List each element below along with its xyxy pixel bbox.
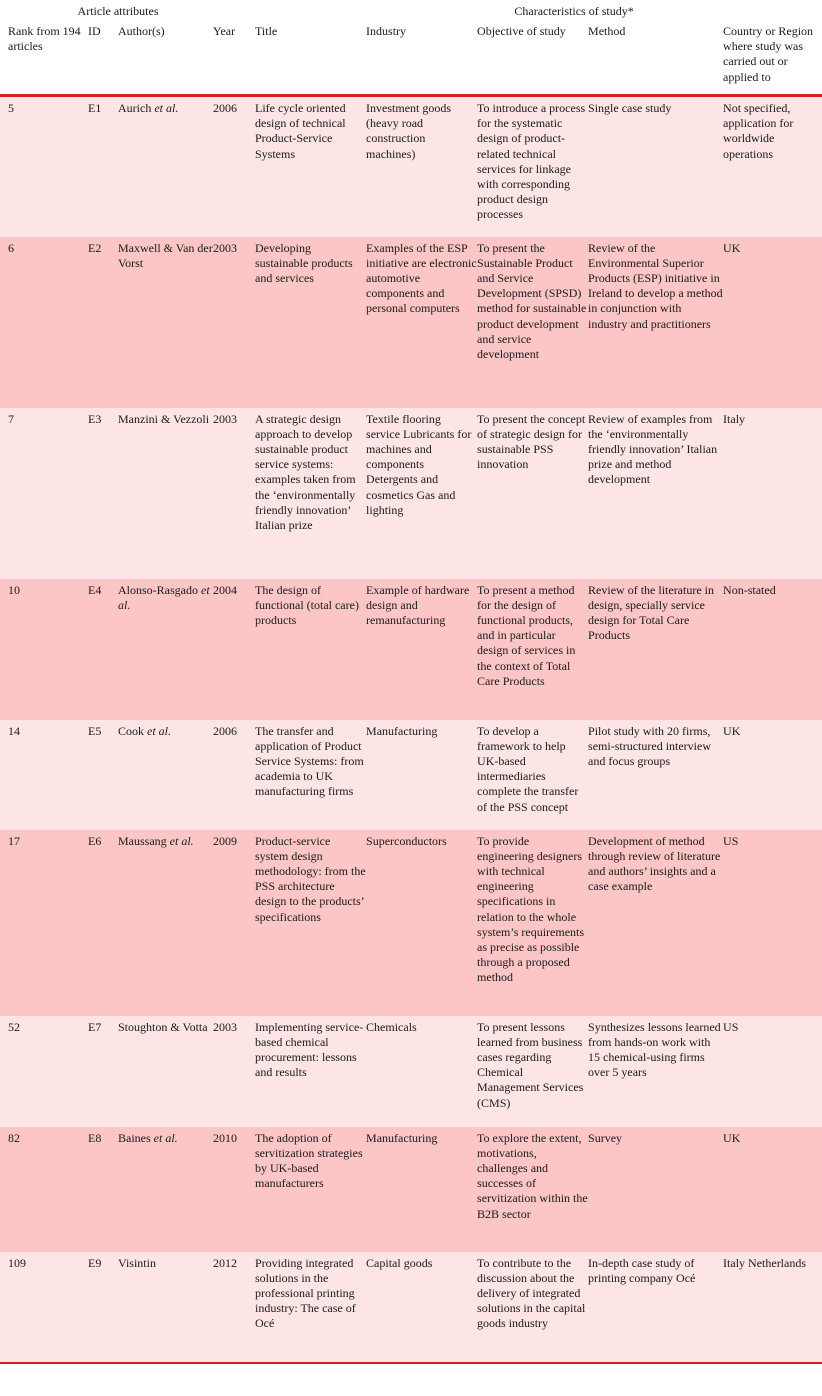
cell-title: Life cycle oriented design of technical Product-Service Systems — [255, 101, 346, 161]
cell-title: Developing sustainable products and services — [255, 240, 353, 285]
cell-industry: Chemicals — [366, 1019, 417, 1034]
cell-objective: To explore the extent, motivations, challenges and successes of servitization within the B2B sector — [477, 1130, 588, 1221]
cell-method: Review of the Environmental Superior Products (ESP) initiative in Ireland to develop a method in conjunction with industry and practitioners — [588, 240, 723, 331]
author-etal: et al. — [154, 101, 179, 115]
cell-country: US — [723, 1019, 739, 1034]
cell-id: E1 — [88, 101, 102, 115]
cell-year: 2006 — [213, 723, 237, 738]
table-row — [0, 579, 822, 720]
table-row — [0, 408, 822, 579]
cell-rank: 6 — [8, 240, 14, 255]
cell-author — [118, 830, 213, 1016]
col-method: Method — [588, 24, 626, 38]
author-name: Cook — [118, 723, 148, 738]
cell-objective: To introduce a process for the systematic design of product-related technical services for linkage with corresponding product design processes — [477, 101, 586, 222]
cell-country: US — [723, 833, 739, 848]
author-name: Alonso-Rasgado — [118, 582, 201, 597]
author-etal: et al. — [169, 833, 194, 848]
col-title: Title — [255, 24, 278, 38]
author-name: Maussang — [118, 833, 170, 848]
cell-country: Not specified, application for worldwide operations — [723, 101, 794, 161]
cell-title: Product-service system design methodology: from the PSS architecture design to the products’ specifications — [255, 833, 366, 924]
col-rank: Rank from 194 articles — [8, 24, 81, 54]
cell-objective: To present the Sustainable Product and Service Development (SPSD) method for sustainable product development and service development — [477, 240, 587, 361]
group-header-row — [0, 0, 822, 22]
cell-title: Providing integrated solutions in the professional printing industry: The case of Océ — [255, 1255, 356, 1331]
cell-rank: 10 — [8, 582, 20, 597]
cell-title: A strategic design approach to develop sustainable product service systems: examples taken from the ‘environmentally friendly innovation’ Italian prize — [255, 411, 356, 532]
cell-country: UK — [723, 240, 741, 255]
author-name: Visintin — [118, 1255, 156, 1270]
cell-year: 2003 — [213, 240, 237, 255]
cell-industry: Superconductors — [366, 833, 447, 848]
cell-method: Review of examples from the ‘environmentally friendly innovation’ Italian prize and method development — [588, 411, 718, 487]
table-row — [0, 720, 822, 830]
cell-author — [118, 1252, 213, 1363]
cell-author — [118, 1127, 213, 1252]
cell-year: 2010 — [213, 1130, 237, 1145]
cell-country: UK — [723, 1130, 741, 1145]
col-objective: Objective of study — [477, 24, 566, 38]
cell-industry: Examples of the ESP initiative are electronic automotive components and personal computers — [366, 240, 477, 316]
cell-method: Synthesizes lessons learned from hands-on work with 15 chemical-using firms over 5 years — [588, 1019, 721, 1080]
cell-id: E8 — [88, 1130, 102, 1145]
cell-industry: Manufacturing — [366, 1130, 438, 1145]
author-name: Maxwell & Van der Vorst — [118, 240, 213, 270]
cell-method: In-depth case study of printing company Océ — [588, 1255, 696, 1285]
author-etal: et al. — [153, 1130, 178, 1145]
cell-objective: To provide engineering designers with technical engineering specifications in relation to the whole system’s requirements as precise as possible through a proposed method — [477, 833, 585, 985]
cell-method: Survey — [588, 1130, 623, 1145]
cell-rank: 52 — [8, 1019, 20, 1034]
author-name: Aurich — [118, 101, 155, 115]
cell-method: Pilot study with 20 firms, semi-structured interview and focus groups — [588, 723, 712, 768]
cell-country: Italy — [723, 411, 746, 426]
cell-objective: To develop a framework to help UK-based intermediaries complete the transfer of the PSS concept — [477, 723, 579, 814]
col-id: ID — [88, 24, 101, 38]
cell-method: Single case study — [588, 101, 672, 115]
col-authors: Author(s) — [118, 24, 165, 38]
cell-method: Review of the literature in design, specially service design for Total Care Products — [588, 582, 714, 643]
table-row — [0, 1016, 822, 1127]
cell-author — [118, 579, 213, 720]
cell-year: 2012 — [213, 1255, 237, 1270]
cell-year: 2003 — [213, 411, 237, 426]
cell-year: 2009 — [213, 833, 237, 848]
table-row — [0, 1252, 822, 1363]
cell-id: E2 — [88, 240, 102, 255]
cell-industry: Textile flooring service Lubricants for machines and components Detergents and cosmetics Gas and lighting — [366, 411, 472, 517]
cell-rank: 14 — [8, 723, 20, 738]
cell-id: E4 — [88, 582, 102, 597]
cell-industry: Manufacturing — [366, 723, 438, 738]
cell-author — [118, 1016, 213, 1127]
cell-objective: To contribute to the discussion about the delivery of integrated solutions in the capital goods industry — [477, 1255, 586, 1331]
cell-title: The transfer and application of Product Service Systems: from academia to UK manufacturing firms — [255, 723, 364, 799]
cell-industry: Example of hardware design and remanufacturing — [366, 582, 470, 627]
cell-author — [118, 720, 213, 830]
cell-title: The adoption of servitization strategies by UK-based manufacturers — [255, 1130, 363, 1191]
author-name: Manzini & Vezzoli — [118, 411, 210, 426]
cell-year: 2004 — [213, 582, 237, 597]
cell-rank: 109 — [8, 1255, 26, 1270]
cell-year: 2003 — [213, 1019, 237, 1034]
cell-id: E5 — [88, 723, 102, 738]
col-industry: Industry — [366, 24, 407, 38]
cell-objective: To present lessons learned from business cases regarding Chemical Management Services (CMS) — [477, 1019, 584, 1110]
cell-industry: Capital goods — [366, 1255, 433, 1270]
cell-id: E3 — [88, 411, 102, 426]
cell-id: E6 — [88, 833, 102, 848]
cell-title: Implementing service-based chemical procurement: lessons and results — [255, 1019, 364, 1080]
column-header-row — [0, 22, 822, 96]
cell-author — [118, 96, 213, 237]
cell-rank: 82 — [8, 1130, 20, 1145]
col-country: Country or Region where study was carried out or applied to — [723, 24, 814, 84]
cell-method: Development of method through review of literature and authors’ insights and a case example — [588, 833, 721, 894]
table-row — [0, 830, 822, 1016]
author-name: Baines — [118, 1130, 154, 1145]
cell-country: Non-stated — [723, 582, 776, 597]
characteristics-header: Characteristics of study* — [514, 4, 634, 18]
cell-id: E7 — [88, 1019, 102, 1034]
col-year: Year — [213, 24, 236, 38]
cell-rank: 5 — [8, 101, 14, 115]
cell-objective: To present the concept of strategic design for sustainable PSS innovation — [477, 411, 586, 472]
author-etal: et al. — [147, 723, 172, 738]
cell-country: Italy Netherlands — [723, 1255, 807, 1270]
cell-author — [118, 408, 213, 579]
cell-industry: Investment goods (heavy road construction machines) — [366, 101, 452, 161]
cell-objective: To present a method for the design of functional products, and in particular design of services in the context of Total Care Products — [477, 582, 576, 688]
cell-id: E9 — [88, 1255, 102, 1270]
cell-country: UK — [723, 723, 741, 738]
table-row — [0, 1127, 822, 1252]
cell-title: The design of functional (total care) products — [255, 582, 359, 627]
article-attributes-header: Article attributes — [77, 4, 159, 18]
cell-rank: 7 — [8, 411, 14, 426]
author-name: Stoughton & Votta — [118, 1019, 208, 1034]
table-row — [0, 96, 822, 237]
cell-year: 2006 — [213, 101, 237, 115]
table-row — [0, 237, 822, 408]
cell-rank: 17 — [8, 833, 20, 848]
cell-author — [118, 237, 213, 408]
author-etal: et al. — [118, 582, 210, 612]
